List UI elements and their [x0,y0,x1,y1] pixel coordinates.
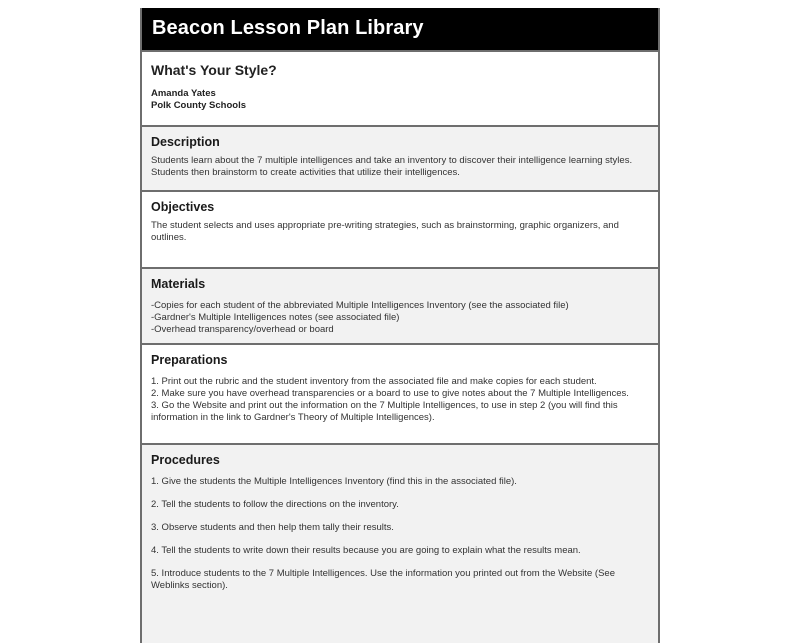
objectives-section [142,190,658,267]
description-heading: Description [151,135,220,149]
lesson-organization: Polk County Schools [151,100,247,111]
preparations-heading: Preparations [151,353,228,367]
materials-section [142,267,658,343]
procedure-step: 3. Observe students and then help them tally their results. [151,522,394,533]
lesson-title: What's Your Style? [151,62,277,78]
materials-item: -Copies for each student of the abbreviated Multiple Intelligences Inventory (see the associated file) [151,300,569,311]
procedure-step: 5. Introduce students to the 7 Multiple Intelligences. Use the information you printed out from the Website (See Weblinks section). [151,568,615,591]
procedure-step: 4. Tell the students to write down their results because you are going to explain what the results mean. [151,545,581,556]
description-section [142,125,658,190]
materials-item: -Gardner's Multiple Intelligences notes (see associated file) [151,312,400,323]
materials-heading: Materials [151,277,206,291]
preparations-section [142,343,658,443]
library-title: Beacon Lesson Plan Library [152,17,424,39]
library-banner [142,8,658,50]
procedure-step: 2. Tell the students to follow the directions on the inventory. [151,499,399,510]
objectives-heading: Objectives [151,200,215,214]
description-text: Students learn about the 7 multiple intelligences and take an inventory to discover their intelligence learning styles. Students then brainstorm to create activities that utilize their intelligences. [151,155,633,178]
procedures-section [142,443,658,643]
preparation-step: 1. Print out the rubric and the student inventory from the associated file and make copies for each student. [151,376,597,387]
objectives-text: The student selects and uses appropriate pre-writing strategies, such as brainstorming, graphic organizers, and outlines. [151,220,619,243]
procedures-heading: Procedures [151,453,220,467]
lesson-header [142,50,658,125]
procedure-step: 1. Give the students the Multiple Intelligences Inventory (find this in the associated file). [151,476,517,487]
lesson-author: Amanda Yates [151,88,216,99]
preparation-step: 3. Go the Website and print out the information on the 7 Multiple Intelligences, to use in step 2 (you will find this information in the link to Gardner's Theory of Multiple Intelligences). [151,400,618,423]
preparation-step: 2. Make sure you have overhead transparencies or a board to use to give notes about the 7 Multiple Intelligences. [151,388,629,399]
lesson-plan-page [140,8,660,643]
materials-item: -Overhead transparency/overhead or board [151,324,334,335]
